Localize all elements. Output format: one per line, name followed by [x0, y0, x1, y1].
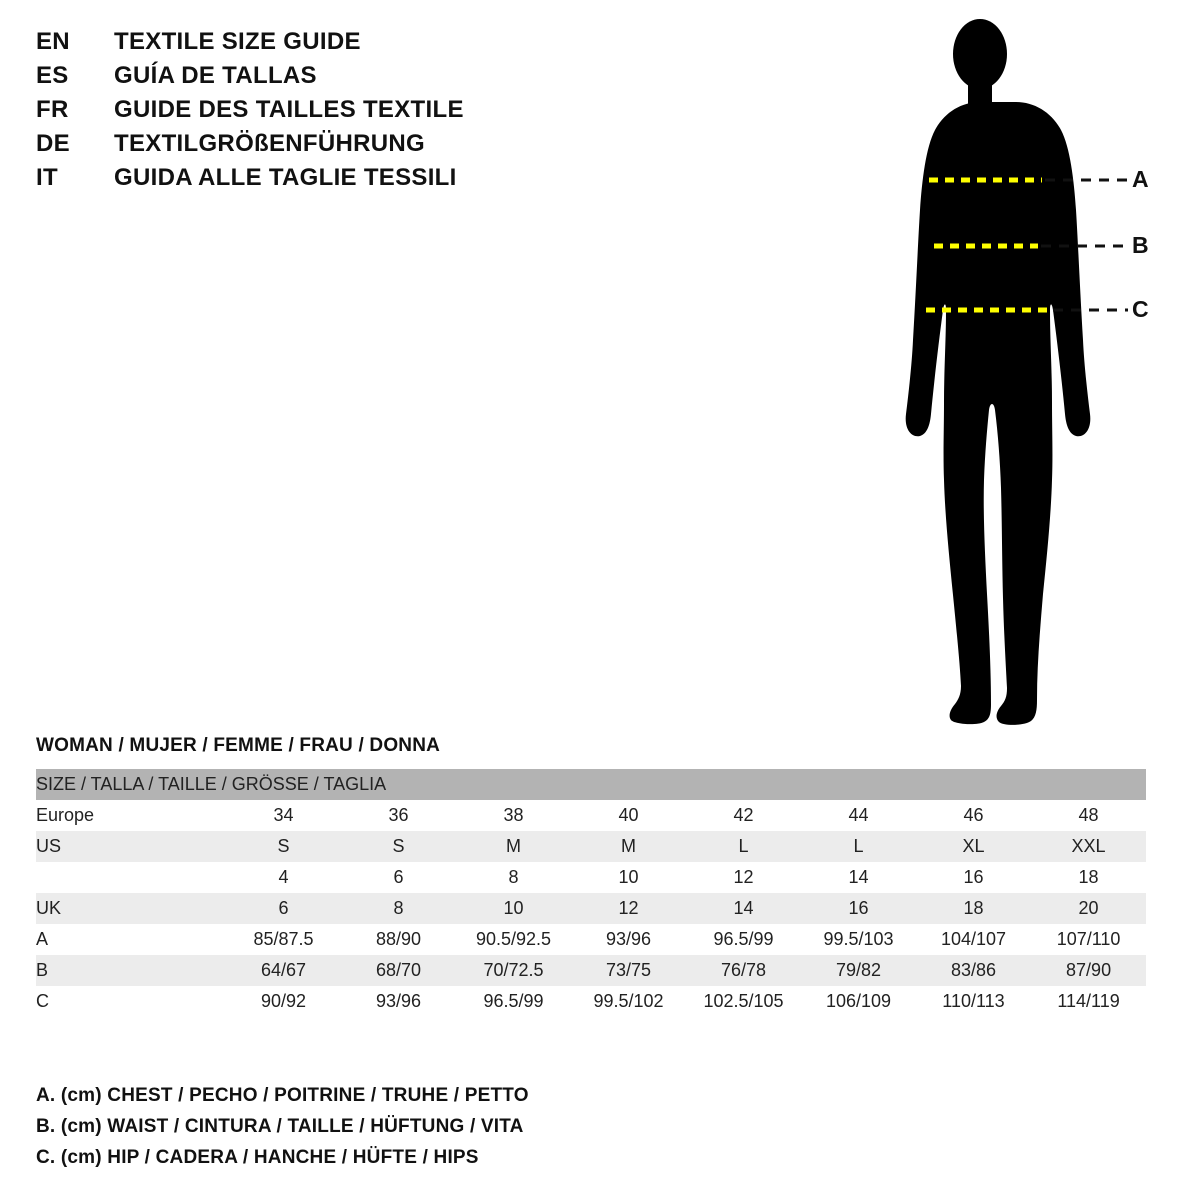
table-cell: 73/75: [571, 955, 686, 986]
table-cell: 12: [686, 862, 801, 893]
table-cell: 6: [341, 862, 456, 893]
table-row: [36, 955, 1146, 986]
table-cell: 93/96: [571, 924, 686, 955]
language-row: [36, 130, 556, 164]
table-cell: M: [571, 831, 686, 862]
table-cell: 85/87.5: [226, 924, 341, 955]
table-cell: 68/70: [341, 955, 456, 986]
table-cell: 90.5/92.5: [456, 924, 571, 955]
language-title: GUIDA ALLE TAGLIE TESSILI: [114, 164, 457, 191]
table-cell: 38: [456, 800, 571, 831]
table-cell: 90/92: [226, 986, 341, 1017]
table-cell: 40: [571, 800, 686, 831]
table-cell: 110/113: [916, 986, 1031, 1017]
table-cell: 16: [916, 862, 1031, 893]
table-cell: 88/90: [341, 924, 456, 955]
table-header-row: [36, 769, 1146, 800]
table-cell: 10: [571, 862, 686, 893]
table-cell: M: [456, 831, 571, 862]
table-cell: 104/107: [916, 924, 1031, 955]
language-title: GUÍA DE TALLAS: [114, 62, 317, 89]
table-cell: 114/119: [1031, 986, 1146, 1017]
legend-line-c: C. (cm) HIP / CADERA / HANCHE / HÜFTE / HIPS: [36, 1147, 479, 1168]
language-row: [36, 164, 556, 198]
row-label: A: [36, 924, 226, 955]
row-label: C: [36, 986, 226, 1017]
marker-label-a: A: [1132, 166, 1149, 192]
language-row: [36, 62, 556, 96]
table-cell: 20: [1031, 893, 1146, 924]
table-cell: S: [341, 831, 456, 862]
row-label: B: [36, 955, 226, 986]
table-row: [36, 831, 1146, 862]
row-label: Europe: [36, 800, 226, 831]
table-cell: 96.5/99: [456, 986, 571, 1017]
table-cell: 76/78: [686, 955, 801, 986]
table-row: [36, 862, 1146, 893]
table-cell: 10: [456, 893, 571, 924]
row-label: [36, 862, 226, 893]
table-cell: 99.5/102: [571, 986, 686, 1017]
table-cell: 87/90: [1031, 955, 1146, 986]
language-title: TEXTILE SIZE GUIDE: [114, 28, 361, 55]
table-cell: 18: [1031, 862, 1146, 893]
table-cell: 44: [801, 800, 916, 831]
table-row: [36, 924, 1146, 955]
language-code: FR: [36, 96, 69, 123]
table-cell: L: [686, 831, 801, 862]
table-cell: 14: [801, 862, 916, 893]
table-cell: 34: [226, 800, 341, 831]
language-row: [36, 28, 556, 62]
body-figure-diagram: [860, 10, 1190, 740]
measurement-legend: [36, 1085, 936, 1178]
legend-line-a: A. (cm) CHEST / PECHO / POITRINE / TRUHE / PETTO: [36, 1085, 529, 1106]
table-cell: 6: [226, 893, 341, 924]
table-row: [36, 986, 1146, 1017]
language-code: DE: [36, 130, 70, 157]
marker-label-b: B: [1132, 232, 1149, 258]
table-cell: 102.5/105: [686, 986, 801, 1017]
table-cell: 107/110: [1031, 924, 1146, 955]
table-cell: XXL: [1031, 831, 1146, 862]
table-row: [36, 893, 1146, 924]
language-code: IT: [36, 164, 58, 191]
size-table: [36, 769, 1146, 1017]
language-title-block: [36, 28, 556, 198]
table-cell: 96.5/99: [686, 924, 801, 955]
table-group-title: WOMAN / MUJER / FEMME / FRAU / DONNA: [36, 735, 441, 756]
table-row: [36, 800, 1146, 831]
table-cell: 93/96: [341, 986, 456, 1017]
table-cell: 4: [226, 862, 341, 893]
table-cell: 79/82: [801, 955, 916, 986]
language-row: [36, 96, 556, 130]
language-title: TEXTILGRÖßENFÜHRUNG: [114, 130, 426, 157]
table-cell: 16: [801, 893, 916, 924]
table-cell: 14: [686, 893, 801, 924]
row-label: UK: [36, 893, 226, 924]
table-cell: 18: [916, 893, 1031, 924]
table-cell: 48: [1031, 800, 1146, 831]
language-title: GUIDE DES TAILLES TEXTILE: [114, 96, 464, 123]
table-cell: 46: [916, 800, 1031, 831]
table-cell: S: [226, 831, 341, 862]
table-cell: 106/109: [801, 986, 916, 1017]
size-table-section: [36, 735, 1166, 1017]
table-cell: L: [801, 831, 916, 862]
table-cell: 64/67: [226, 955, 341, 986]
table-cell: 83/86: [916, 955, 1031, 986]
table-cell: 12: [571, 893, 686, 924]
table-cell: 70/72.5: [456, 955, 571, 986]
female-silhouette-icon: [860, 10, 1190, 740]
table-cell: 42: [686, 800, 801, 831]
table-cell: 99.5/103: [801, 924, 916, 955]
row-label: US: [36, 831, 226, 862]
table-cell: XL: [916, 831, 1031, 862]
table-cell: 36: [341, 800, 456, 831]
marker-label-c: C: [1132, 296, 1149, 322]
table-cell: 8: [341, 893, 456, 924]
legend-line-b: B. (cm) WAIST / CINTURA / TAILLE / HÜFTUNG / VITA: [36, 1116, 524, 1137]
language-code: ES: [36, 62, 69, 89]
table-cell: 8: [456, 862, 571, 893]
language-code: EN: [36, 28, 70, 55]
table-header-label: SIZE / TALLA / TAILLE / GRÖSSE / TAGLIA: [36, 769, 1146, 800]
